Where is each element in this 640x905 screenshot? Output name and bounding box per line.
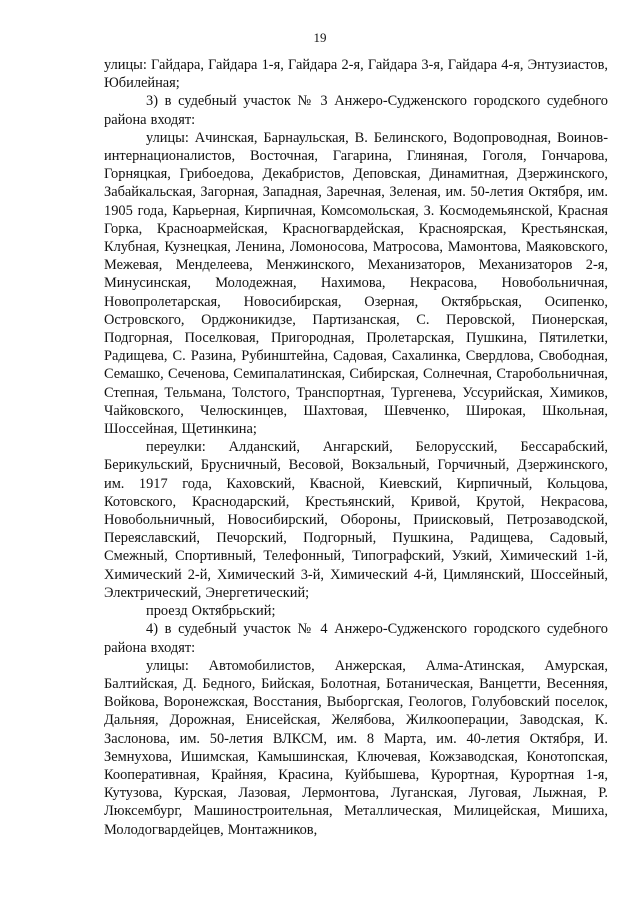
page-number: 19: [313, 30, 327, 45]
streets-list-district-3: улицы: Ачинская, Барнаульская, В. Белинского, Водопроводная, Воинов-интернационалистов, Восточная, Гагарина, Глиняная, Гоголя, Гончарова, Горняцкая, Грибоедова, Декабристов, Деповская, Динамитная, Дзержинского, Забайкальская, Загорная, Западная, Заречная, Зеленая, им. 50-летия Октября, им. 1905 года, Карьерная, Кирпичная, Комсомольская, З. Космодемьянской, Красная Горка, Красноармейская, Красногвардейская, Красноярская, Крестьянская, Клубная, Кузнецкая, Ленина, Ломоносова, Матросова, Мамонтова, Маяковского, Межевая, Менделеева, Менжинского, Механизаторов, Механизаторов 2-я, Минусинская, Молодежная, Нахимова, Некрасова, Новобольничная, Новопролетарская, Новосибирская, Озерная, Октябрьская, Осипенко, Островского, Орджоникидзе, Партизанская, С. Перовской, Пионерская, Подгорная, Поселковая, Пригородная, Пролетарская, Пушкина, Пятилетки, Радищева, С. Разина, Рубинштейна, Садовая, Сахалинка, Свердлова, Свободная, Семашко, Сеченова, Семипалатинская, Сибирская, Солнечная, Старобольничная, Степная, Тельмана, Толстого, Транспортная, Тургенева, Уссурийская, Химиков, Чайковского, Челюскинцев, Шахтовая, Шевченко, Широкая, Школьная, Шоссейная, Щетинкина;: [104, 129, 608, 438]
streets-list-district-4: улицы: Автомобилистов, Анжерская, Алма-Атинская, Амурская, Балтийская, Д. Бедного, Бийская, Болотная, Ботаническая, Ванцетти, Весенняя, Войкова, Воронежская, Восстания, Выборгская, Геологов, Голубовский поселок, Дальняя, Дорожная, Енисейская, Желябова, Жилкооперации, Заводская, К. Заслонова, им. 50-летия ВЛКСМ, им. 8 Марта, им. 40-летия Октября, И. Земнухова, Ишимская, Камышинская, Ключевая, Кожзаводская, Конотопская, Кооперативная, Крайняя, Красина, Куйбышева, Курортная, Курортная 1-я, Кутузова, Курская, Лазовая, Лермонтова, Луганская, Луговая, Лыжная, Р. Люксембург, Машиностроительная, Металлическая, Милицейская, Мишиха, Молодогвардейцев, Монтажников,: [104, 657, 608, 838]
passage-district-3: проезд Октябрьский;: [146, 603, 276, 620]
section-heading-district-4: 4) в судебный участок № 4 Анжеро-Судженского городского судебного района входят:: [104, 621, 608, 656]
document-body: [104, 56, 608, 839]
section-heading-district-3: 3) в судебный участок № 3 Анжеро-Судженского городского судебного района входят:: [104, 93, 608, 128]
lanes-list-district-3: переулки: Алданский, Ангарский, Белорусский, Бессарабский, Берикульский, Брусничный, Весовой, Вокзальный, Горчичный, Дзержинского, им. 1917 года, Каховский, Квасной, Киевский, Кирпичный, Кольцова, Котовского, Краснодарский, Крестьянский, Кривой, Крутой, Некрасова, Новобольничный, Новосибирский, Обороны, Приисковый, Петрозаводской, Переяславский, Печорский, Подгорный, Пушкина, Радищева, Садовый, Смежный, Спортивный, Телефонный, Типографский, Узкий, Химический 1-й, Химический 2-й, Химический 3-й, Химический 4-й, Цимлянский, Шоссейный, Электрический, Энергетический;: [104, 439, 608, 601]
streets-list-continuation: улицы: Гайдара, Гайдара 1-я, Гайдара 2-я, Гайдара 3-я, Гайдара 4-я, Энтузиастов, Юбилейная;: [104, 57, 608, 92]
